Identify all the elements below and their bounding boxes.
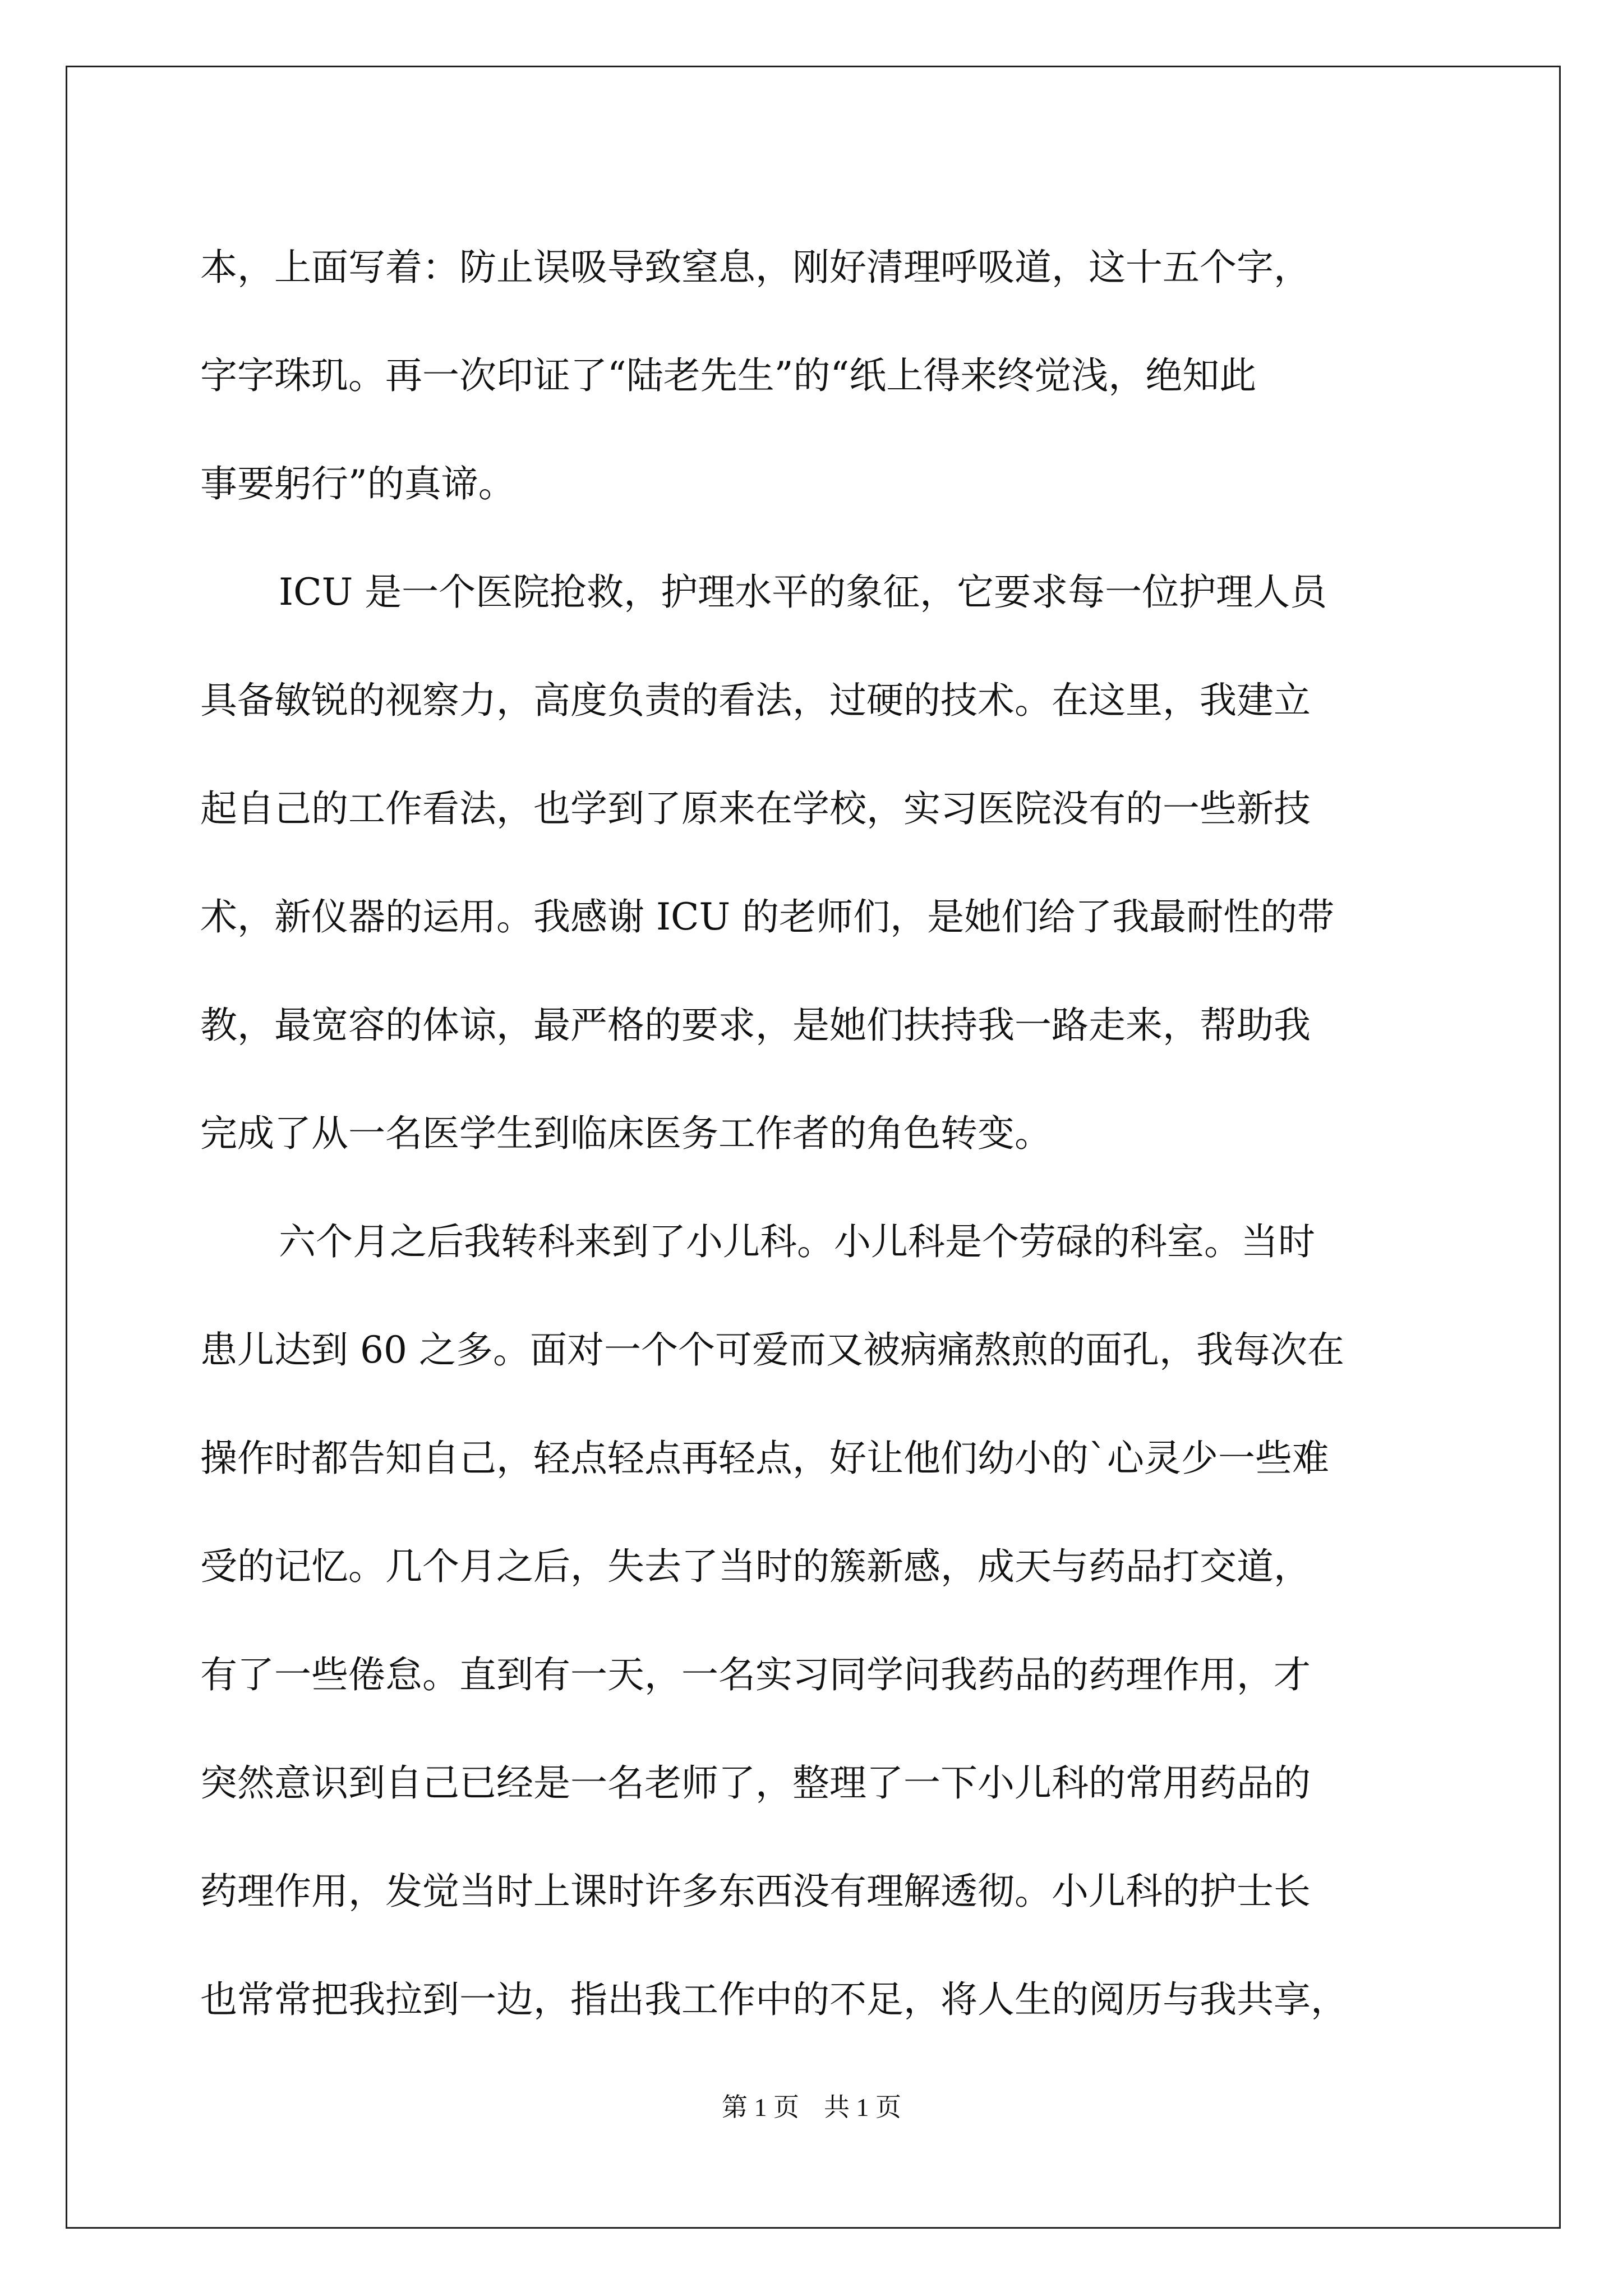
page-number: 第 1 页 bbox=[722, 2093, 799, 2122]
paragraph-first-line: 六个月之后我转科来到了小儿科。小儿科是个劳碌的科室。当时 bbox=[279, 1220, 1315, 1263]
page-footer bbox=[0, 2087, 1623, 2124]
text-line: 也常常把我拉到一边，指出我工作中的不足，将人生的阅历与我共享， bbox=[200, 1978, 1348, 2021]
text-line: 教，最宽容的体谅，最严格的要求，是她们扶持我一路走来，帮助我 bbox=[200, 1004, 1311, 1047]
text-line: 具备敏锐的视察力，高度负责的看法，过硬的技术。在这里，我建立 bbox=[200, 679, 1311, 722]
text-line: 药理作用，发觉当时上课时许多东西没有理解透彻。小儿科的护士长 bbox=[200, 1870, 1311, 1913]
document-body bbox=[200, 213, 1434, 2054]
text-line: 突然意识到自己已经是一名老师了，整理了一下小儿科的常用药品的 bbox=[200, 1761, 1311, 1805]
page-total: 共 1 页 bbox=[824, 2093, 901, 2122]
paragraph-first-line: ICU 是一个医院抢救，护理水平的象征，它要求每一位护理人员 bbox=[279, 570, 1327, 614]
text-line: 术，新仪器的运用。我感谢 ICU 的老师们，是她们给了我最耐性的带 bbox=[200, 895, 1335, 938]
text-line: 事要躬行”的真谛。 bbox=[200, 462, 515, 505]
text-line: 患儿达到 60 之多。面对一个个可爱而又被病痛熬煎的面孔，我每次在 bbox=[200, 1328, 1344, 1372]
text-line: 受的记忆。几个月之后，失去了当时的簇新感，成天与药品打交道， bbox=[200, 1545, 1311, 1588]
text-line: 本，上面写着：防止误吸导致窒息，刚好清理呼吸道，这十五个字， bbox=[200, 246, 1311, 289]
text-line: 操作时都告知自己，轻点轻点再轻点，好让他们幼小的`心灵少一些难 bbox=[200, 1437, 1329, 1480]
text-line: 字字珠玑。再一次印证了“陆老先生”的“纸上得来终觉浅，绝知此 bbox=[200, 354, 1257, 397]
text-line: 有了一些倦怠。直到有一天，一名实习同学问我药品的药理作用，才 bbox=[200, 1653, 1311, 1696]
text-line: 起自己的工作看法，也学到了原来在学校，实习医院没有的一些新技 bbox=[200, 787, 1311, 830]
text-line: 完成了从一名医学生到临床医务工作者的角色转变。 bbox=[200, 1112, 1052, 1155]
